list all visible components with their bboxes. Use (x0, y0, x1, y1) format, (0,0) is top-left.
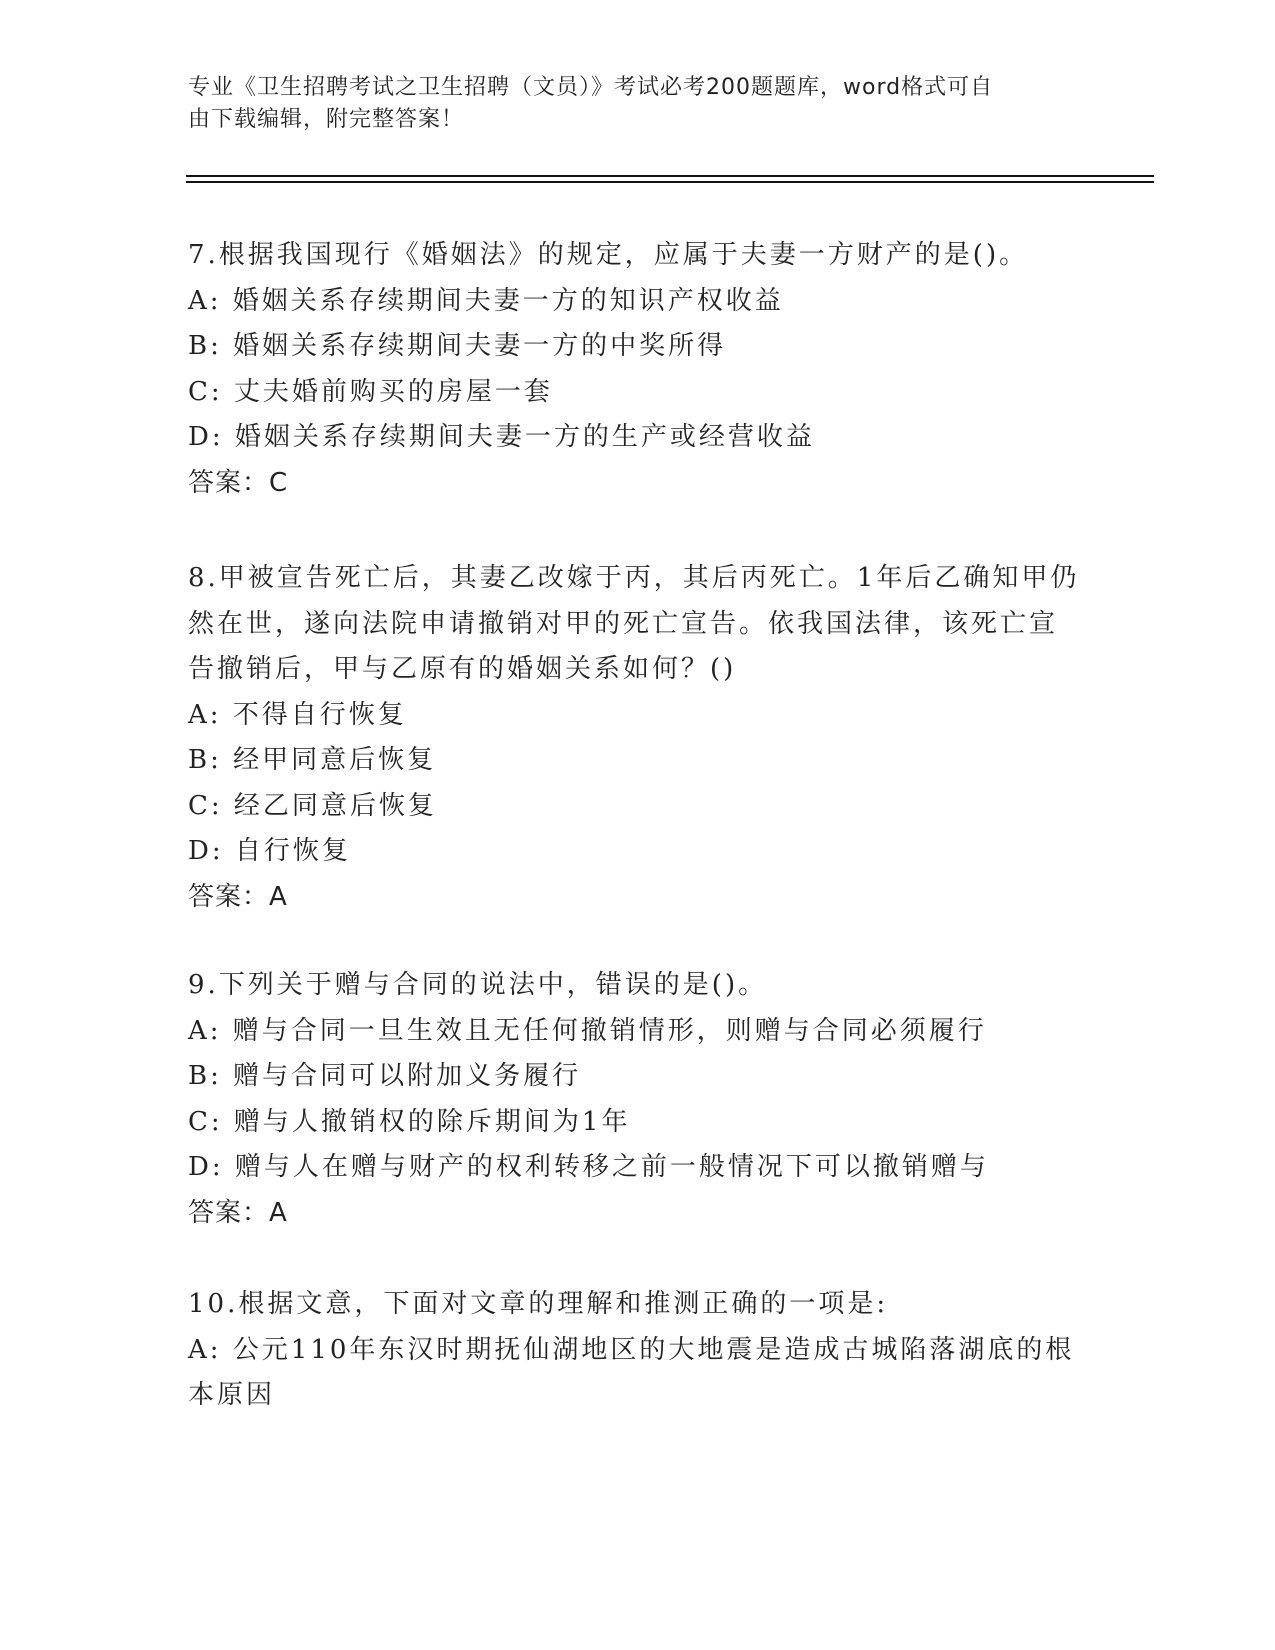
option-b: B: 婚姻关系存续期间夫妻一方的中奖所得 (188, 331, 727, 361)
option-a: A: 赠与合同一旦生效且无任何撤销情形，则赠与合同必须履行 (188, 1015, 987, 1046)
option-a: A: 不得自行恢复 (188, 699, 407, 730)
question-9 (188, 963, 1088, 1236)
option-c: C: 丈夫婚前购买的房屋一套 (188, 376, 553, 407)
question-10 (188, 1282, 1088, 1419)
question-stem: 9.下列关于赠与合同的说法中，错误的是()。 (188, 970, 768, 1000)
option-c: C: 赠与人撤销权的除斥期间为1年 (188, 1106, 631, 1137)
header-divider-bottom (186, 181, 1154, 183)
answer-line: 答案：A (188, 1197, 288, 1228)
answer-line: 答案：C (188, 467, 289, 498)
question-stem: 10.根据文意，下面对文章的理解和推测正确的一项是: (188, 1289, 889, 1319)
answer-line: 答案：A (188, 881, 288, 912)
header-line-1: 专业《卫生招聘考试之卫生招聘（文员）》考试必考200题题库，word格式可自 (188, 75, 994, 100)
question-7 (188, 233, 1088, 506)
option-a: A: 婚姻关系存续期间夫妻一方的知识产权收益 (188, 285, 784, 316)
document-header (188, 72, 1068, 136)
question-stem: 7.根据我国现行《婚姻法》的规定，应属于夫妻一方财产的是()。 (188, 240, 1029, 270)
option-b: B: 经甲同意后恢复 (188, 745, 437, 775)
header-divider-top (186, 175, 1154, 177)
option-b: B: 赠与合同可以附加义务履行 (188, 1061, 582, 1091)
header-line-2: 由下载编辑，附完整答案！ (188, 107, 465, 132)
option-d: D: 赠与人在赠与财产的权利转移之前一般情况下可以撤销赠与 (188, 1152, 989, 1182)
option-d: D: 自行恢复 (188, 836, 351, 866)
option-a-continued: 本原因 (188, 1380, 276, 1410)
option-a: A: 公元110年东汉时期抚仙湖地区的大地震是造成古城陷落湖底的根 (188, 1334, 1075, 1365)
option-d: D: 婚姻关系存续期间夫妻一方的生产或经营收益 (188, 422, 815, 452)
question-stem: 8.甲被宣告死亡后，其妻乙改嫁于丙，其后丙死亡。1年后乙确知甲仍 (188, 563, 1080, 593)
option-c: C: 经乙同意后恢复 (188, 790, 437, 821)
question-stem-continued: 告撤销后，甲与乙原有的婚姻关系如何？() (188, 654, 737, 684)
question-8 (188, 556, 1088, 920)
question-stem-continued: 然在世，遂向法院申请撤销对甲的死亡宣告。依我国法律，该死亡宣 (188, 608, 1059, 639)
